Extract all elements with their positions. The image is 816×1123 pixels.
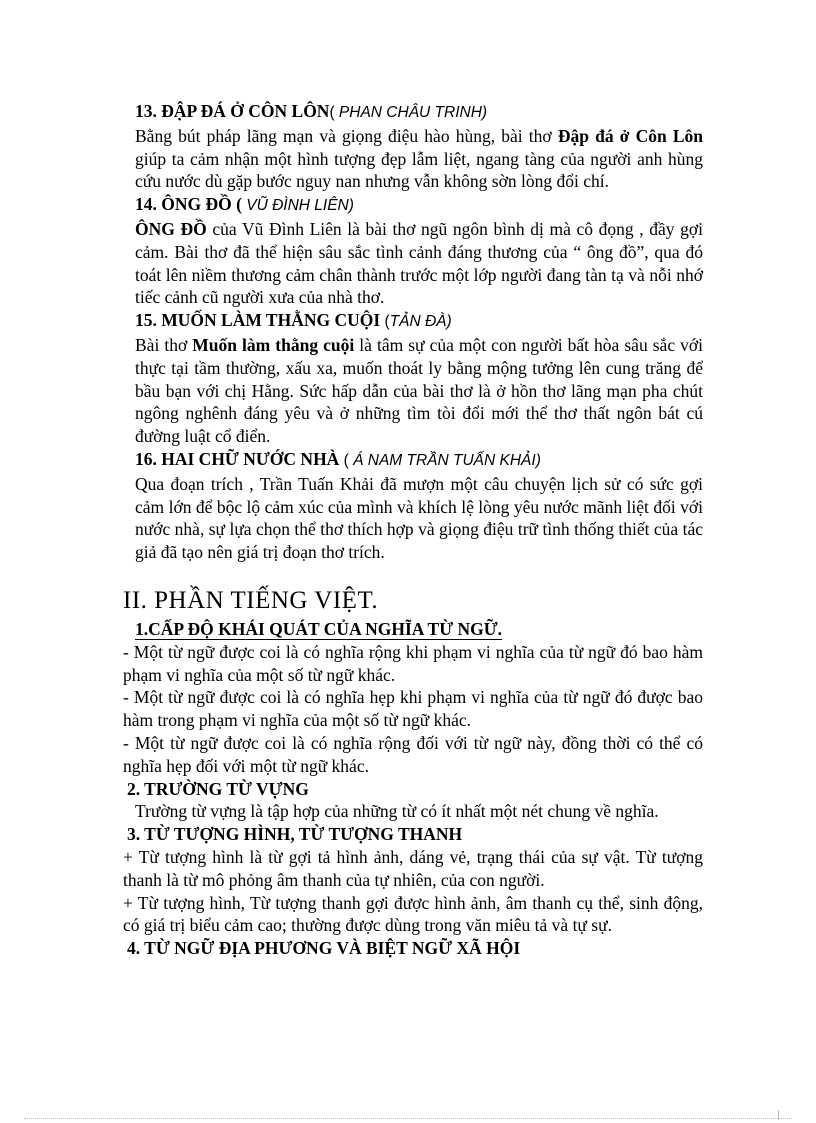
section-3-heading: 3. TỪ TƯỢNG HÌNH, TỪ TƯỢNG THANH xyxy=(127,824,463,845)
section-3-line-1: + Từ tượng hình là từ gợi tả hình ảnh, dáng vẻ, trạng thái của sự vật. Từ tượng thanh là từ mô phỏng âm thanh của tự nhiên, của con người. xyxy=(123,846,703,890)
page-corner-mark xyxy=(778,1110,779,1120)
part-2-title: II. PHẦN TIẾNG VIỆT. xyxy=(123,586,379,614)
paragraph-15-text-2: là tâm sự của một con người bất hòa sâu sắc với thực tại tầm thường, xấu xa, muốn thoát ly bằng mộng tưởng lên cung trăng để bầu bạn với chị Hằng. Sức hấp dẫn của bài thơ là ở hồn thơ lãng mạn pha chút ngông nghênh đáng yêu và ở những tìm tòi đổi mới thể thơ thất ngôn bát cú đường luật cổ điển. xyxy=(135,334,704,447)
heading-15-title: 15. MUỐN LÀM THẰNG CUỘI xyxy=(135,310,381,331)
paragraph-16 xyxy=(123,473,703,564)
heading-13-title: 13. ĐẬP ĐÁ Ở CÔN LÔN xyxy=(135,101,330,121)
heading-14 xyxy=(123,193,703,218)
heading-16-author: Á NAM TRẦN TUẤN KHẢI xyxy=(348,451,536,469)
page-bottom-dotted-border xyxy=(24,1118,792,1119)
heading-14-paren-close: ) xyxy=(348,197,354,215)
section-2-heading: 2. TRƯỜNG TỪ VỰNG xyxy=(127,778,309,799)
document-content xyxy=(123,100,703,960)
heading-16 xyxy=(123,448,703,473)
paragraph-14-title-bold: ÔNG ĐỒ xyxy=(135,218,207,239)
paragraph-15-title-bold: Muốn làm thằng cuội xyxy=(192,334,355,355)
heading-14-author: VŨ ĐÌNH LIÊN xyxy=(241,197,349,215)
paragraph-13-text-1: Bằng bút pháp lãng mạn và giọng điệu hào hùng, bài thơ xyxy=(135,125,558,146)
paragraph-13 xyxy=(123,125,703,193)
paragraph-14-text: của Vũ Đình Liên là bài thơ ngũ ngôn bình dị mà cô đọng , đầy gợi cảm. Bài thơ đã thể hiện sâu sắc tình cảnh đáng thương của “ ông đồ”, qua đó toát lên niềm thương cảm chân thành trước một lớp người đang tàn tạ và nỗi nhớ tiếc cảnh cũ người xưa của nhà thơ. xyxy=(135,218,703,308)
section-2-body: Trường từ vựng là tập hợp của những từ có ít nhất một nét chung về nghĩa. xyxy=(135,801,659,822)
heading-13-author: PHAN CHÂU TRINH xyxy=(334,104,482,121)
heading-15 xyxy=(123,309,703,334)
heading-16-paren-open: ( xyxy=(339,451,349,469)
heading-15-paren-close: ) xyxy=(446,313,452,331)
heading-15-paren-open: ( xyxy=(380,313,390,331)
paragraph-16-text: Qua đoạn trích , Trần Tuấn Khải đã mượn một câu chuyện lịch sử có sức gợi cảm lớn để bộc lộ cảm xúc của mình và khích lệ lòng yêu nước mãnh liệt đối với nước nhà, sự lựa chọn thể thơ thích hợp và giọng điệu trữ tình thống thiết của tác giả đã tạo nên giá trị đoạn thơ trích. xyxy=(135,473,703,563)
heading-13 xyxy=(123,100,703,125)
paragraph-14 xyxy=(123,218,703,309)
section-1-line-3: - Một từ ngữ được coi là có nghĩa rộng đối với từ ngữ này, đồng thời có thể có nghĩa hẹp đối với một từ ngữ khác. xyxy=(123,732,703,776)
paragraph-15-text-1: Bài thơ xyxy=(135,334,193,355)
section-4-heading: 4. TỪ NGỮ ĐỊA PHƯƠNG VÀ BIỆT NGỮ XÃ HỘI xyxy=(127,938,521,959)
section-1-line-2: - Một từ ngữ được coi là có nghĩa hẹp khi phạm vi nghĩa của từ ngữ đó được bao hàm trong phạm vi nghĩa của một số từ ngữ khác. xyxy=(123,687,703,731)
heading-16-title: 16. HAI CHỮ NƯỚC NHÀ xyxy=(135,448,340,469)
paragraph-13-text-2: giúp ta cảm nhận một hình tượng đẹp lẫm liệt, ngang tàng của người anh hùng cứu nước dù gặp bước nguy nan nhưng vẫn không sờn lòng đổi chí. xyxy=(135,148,703,192)
heading-13-paren-open: ( xyxy=(329,104,335,121)
heading-15-author: TẢN ĐÀ xyxy=(389,313,447,331)
paragraph-15 xyxy=(123,334,703,448)
heading-13-paren-close: ) xyxy=(481,104,488,121)
heading-14-title: 14. ÔNG ĐỒ ( xyxy=(135,194,242,215)
section-1-line-1: - Một từ ngữ được coi là có nghĩa rộng khi phạm vi nghĩa của từ ngữ đó bao hàm phạm vi nghĩa của một số từ ngữ khác. xyxy=(123,641,703,685)
paragraph-13-title-bold: Đập đá ở Côn Lôn xyxy=(557,125,703,146)
heading-16-paren-close: ) xyxy=(535,451,541,469)
section-3-line-2: + Từ tượng hình, Từ tượng thanh gợi được hình ảnh, âm thanh cụ thể, sinh động, có giá trị biểu cảm cao; thường được dùng trong văn miêu tả và tự sự. xyxy=(123,892,703,936)
section-1-heading-text: 1.CẤP ĐỘ KHÁI QUÁT CỦA NGHĨA TỪ NGỮ. xyxy=(135,618,503,639)
section-1-heading xyxy=(123,618,703,641)
